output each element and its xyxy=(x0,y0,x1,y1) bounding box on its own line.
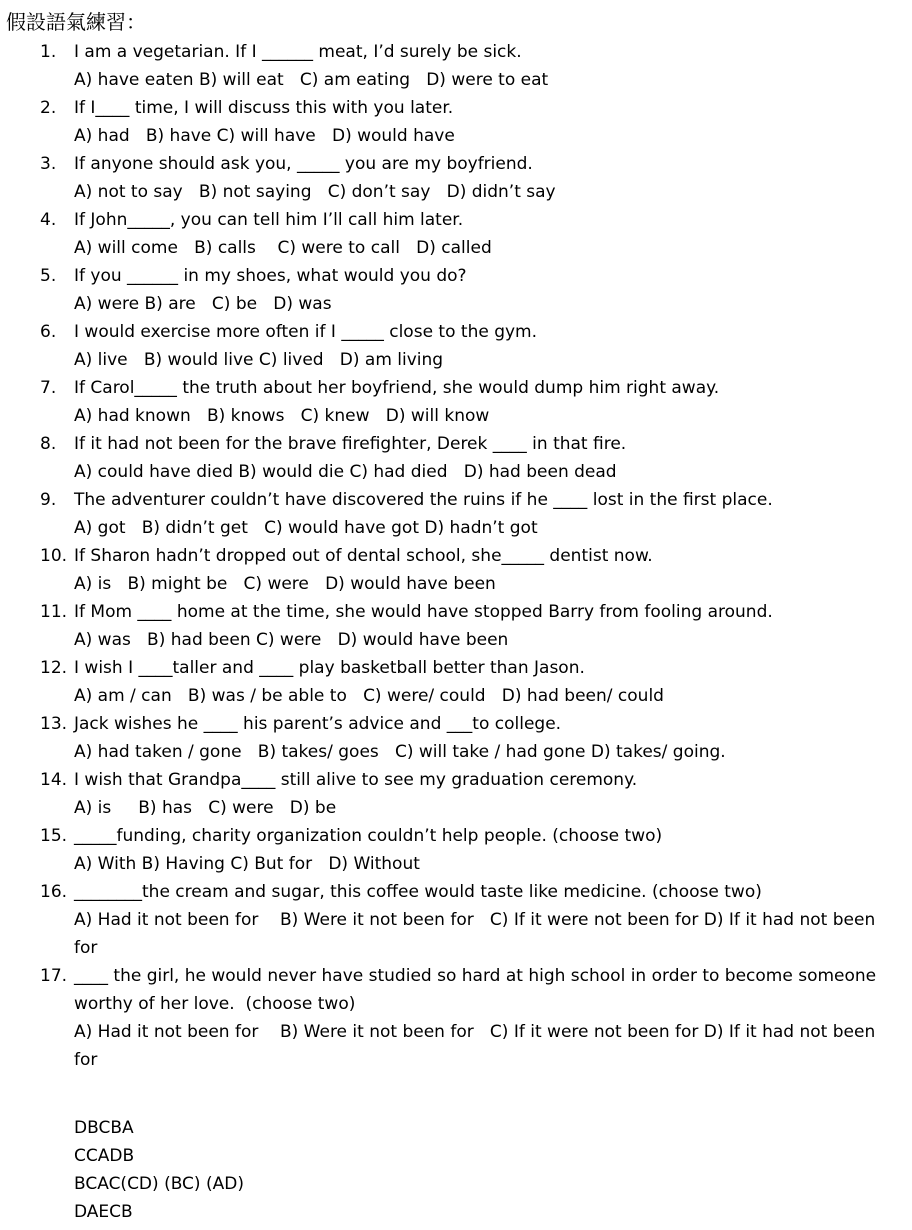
question-options: A) am / can B) was / be able to C) were/ could D) had been/ could xyxy=(74,686,664,706)
answer-line: CCADB xyxy=(74,1146,135,1166)
question-stem: ________the cream and sugar, this coffee would taste like medicine. (choose two) xyxy=(74,882,762,902)
question-stem: _____funding, charity organization couldn’t help people. (choose two) xyxy=(74,826,663,846)
question-options: A) could have died B) would die C) had died D) had been dead xyxy=(74,462,617,482)
question-stem: If John_____, you can tell him I’ll call him later. xyxy=(74,210,464,230)
question-options: A) live B) would live C) lived D) am living xyxy=(74,350,444,370)
question-stem: I wish I ____taller and ____ play basketball better than Jason. xyxy=(74,658,585,678)
question-number: 7. xyxy=(40,378,57,398)
question-options: A) have eaten B) will eat C) am eating D) were to eat xyxy=(74,70,549,90)
question-number: 5. xyxy=(40,266,57,286)
question-options: A) had taken / gone B) takes/ goes C) will take / had gone D) takes/ going. xyxy=(74,742,726,762)
question-item xyxy=(0,262,900,318)
question-number: 11. xyxy=(40,602,68,622)
question-item xyxy=(0,654,900,710)
question-options: A) Had it not been for B) Were it not been for C) If it were not been for D) If it had not been for xyxy=(74,1022,881,1070)
question-stem: Jack wishes he ____ his parent’s advice and ___to college. xyxy=(74,714,562,734)
question-item xyxy=(0,542,900,598)
question-stem: I wish that Grandpa____ still alive to see my graduation ceremony. xyxy=(74,770,638,790)
question-stem: If anyone should ask you, _____ you are my boyfriend. xyxy=(74,154,533,174)
question-number: 3. xyxy=(40,154,57,174)
question-item xyxy=(0,598,900,654)
question-number: 8. xyxy=(40,434,57,454)
question-item xyxy=(0,766,900,822)
question-number: 1. xyxy=(40,42,57,62)
question-item xyxy=(0,318,900,374)
question-number: 13. xyxy=(40,714,68,734)
answer-line: DBCBA xyxy=(74,1118,134,1138)
question-item xyxy=(0,710,900,766)
question-list xyxy=(0,38,900,1074)
question-number: 10. xyxy=(40,546,68,566)
question-stem: I would exercise more often if I _____ close to the gym. xyxy=(74,322,538,342)
question-number: 17. xyxy=(40,966,68,986)
answer-line: BCAC(CD) (BC) (AD) xyxy=(74,1174,244,1194)
question-stem: If Sharon hadn’t dropped out of dental school, she_____ dentist now. xyxy=(74,546,653,566)
question-stem: If you ______ in my shoes, what would you do? xyxy=(74,266,467,286)
page-title: 假設語氣練習： xyxy=(6,10,146,34)
question-number: 4. xyxy=(40,210,57,230)
question-item xyxy=(0,822,900,878)
question-stem: If Carol_____ the truth about her boyfriend, she would dump him right away. xyxy=(74,378,720,398)
question-options: A) Had it not been for B) Were it not been for C) If it were not been for D) If it had not been for xyxy=(74,910,881,958)
question-options: A) not to say B) not saying C) don’t say D) didn’t say xyxy=(74,182,556,202)
question-number: 2. xyxy=(40,98,57,118)
question-number: 12. xyxy=(40,658,68,678)
question-stem: If it had not been for the brave firefighter, Derek ____ in that fire. xyxy=(74,434,627,454)
question-item xyxy=(0,430,900,486)
question-item xyxy=(0,94,900,150)
question-item xyxy=(0,486,900,542)
question-stem: If I____ time, I will discuss this with you later. xyxy=(74,98,454,118)
question-options: A) were B) are C) be D) was xyxy=(74,294,332,314)
question-options: A) With B) Having C) But for D) Without xyxy=(74,854,420,874)
question-number: 9. xyxy=(40,490,57,510)
answer-key xyxy=(74,1114,244,1226)
question-options: A) was B) had been C) were D) would have been xyxy=(74,630,509,650)
question-options: A) is B) has C) were D) be xyxy=(74,798,337,818)
question-stem: The adventurer couldn’t have discovered the ruins if he ____ lost in the first place. xyxy=(74,490,773,510)
question-stem: If Mom ____ home at the time, she would have stopped Barry from fooling around. xyxy=(74,602,773,622)
question-options: A) got B) didn’t get C) would have got D) hadn’t got xyxy=(74,518,538,538)
question-number: 16. xyxy=(40,882,68,902)
question-number: 6. xyxy=(40,322,57,342)
question-options: A) is B) might be C) were D) would have been xyxy=(74,574,496,594)
question-item xyxy=(0,206,900,262)
question-item xyxy=(0,878,900,962)
question-options: A) will come B) calls C) were to call D) called xyxy=(74,238,492,258)
question-item xyxy=(0,38,900,94)
question-number: 14. xyxy=(40,770,68,790)
question-item xyxy=(0,962,900,1074)
question-item xyxy=(0,374,900,430)
question-options: A) had B) have C) will have D) would have xyxy=(74,126,455,146)
question-number: 15. xyxy=(40,826,68,846)
question-options: A) had known B) knows C) knew D) will know xyxy=(74,406,490,426)
answer-line: DAECB xyxy=(74,1202,133,1222)
question-stem: ____ the girl, he would never have studied so hard at high school in order to become someone worthy of her love. (choose two) xyxy=(74,966,882,1014)
question-item xyxy=(0,150,900,206)
question-stem: I am a vegetarian. If I ______ meat, I’d surely be sick. xyxy=(74,42,522,62)
